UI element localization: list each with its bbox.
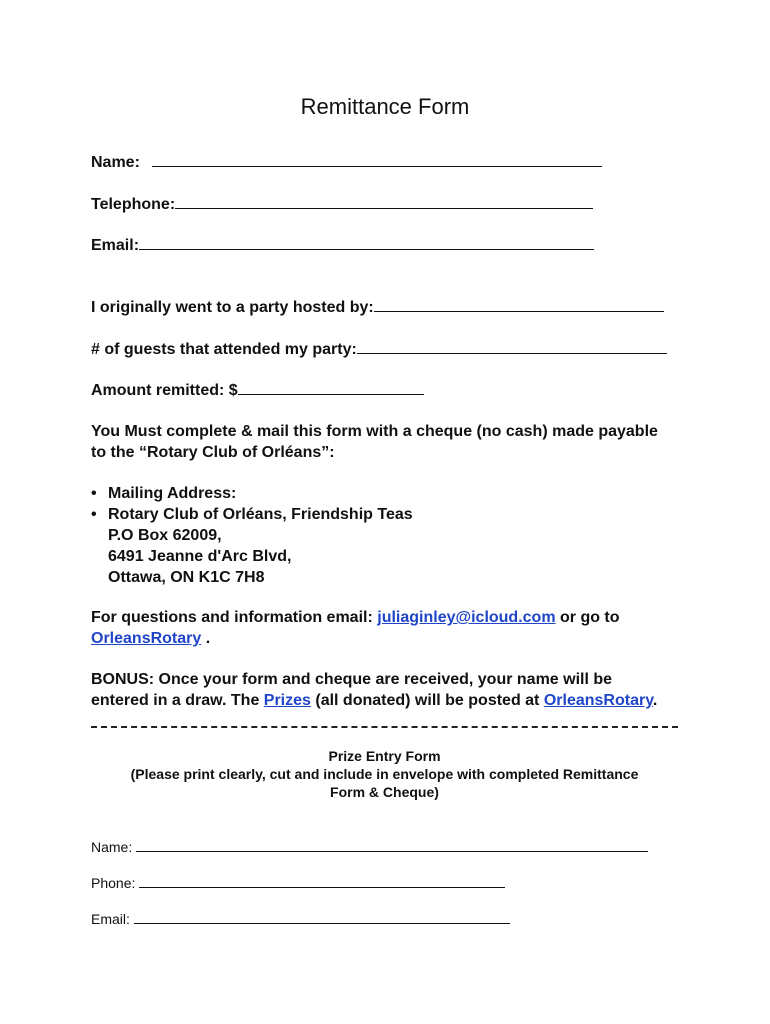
prize-name-label: Name: bbox=[91, 839, 137, 855]
guests-label: # of guests that attended my party: bbox=[91, 341, 357, 358]
telephone-label: Telephone: bbox=[91, 196, 176, 213]
name-input-line[interactable] bbox=[152, 152, 602, 167]
bonus-line-1: BONUS: Once your form and cheque are received, your name will be bbox=[91, 671, 613, 688]
amount-field bbox=[91, 380, 424, 400]
prizes-link[interactable]: Prizes bbox=[263, 692, 311, 709]
telephone-field bbox=[91, 194, 593, 214]
questions-prefix: For questions and information email: bbox=[91, 609, 378, 626]
guests-input-line[interactable] bbox=[357, 339, 667, 354]
questions-paragraph bbox=[91, 607, 620, 649]
bonus-line-2-middle: (all donated) will be posted at bbox=[310, 692, 544, 709]
instructions-paragraph bbox=[91, 421, 658, 463]
list-item bbox=[91, 483, 413, 504]
email-input-line[interactable] bbox=[139, 235, 594, 250]
hosted-by-input-line[interactable] bbox=[374, 297, 664, 312]
instructions-line-2: to the “Rotary Club of Orléans”: bbox=[91, 444, 335, 461]
mailing-address-po-box: P.O Box 62009, bbox=[108, 527, 222, 544]
amount-input-line[interactable] bbox=[238, 380, 424, 395]
prize-phone-field bbox=[91, 875, 505, 891]
bonus-paragraph bbox=[91, 669, 657, 711]
bonus-line-2 bbox=[91, 690, 657, 711]
prize-entry-subtitle-line-2: Form & Cheque) bbox=[330, 784, 439, 800]
prize-name-input-line[interactable] bbox=[136, 839, 648, 852]
email-field bbox=[91, 235, 594, 255]
prize-entry-subtitle-line-1: (Please print clearly, cut and include in envelope with completed Remittance bbox=[130, 766, 639, 782]
questions-line-2 bbox=[91, 628, 620, 649]
guests-field bbox=[91, 339, 667, 359]
prize-phone-input-line[interactable] bbox=[139, 875, 505, 888]
questions-suffix: . bbox=[201, 630, 211, 647]
bullet-icon: • bbox=[91, 485, 97, 502]
list-item bbox=[91, 504, 413, 525]
mailing-address-heading: Mailing Address: bbox=[108, 485, 237, 502]
instructions-line-1: You Must complete & mail this form with a cheque (no cash) made payable bbox=[91, 423, 658, 440]
contact-email-link[interactable]: juliaginley@icloud.com bbox=[377, 609, 556, 626]
prize-email-label: Email: bbox=[91, 911, 134, 927]
hosted-by-label: I originally went to a party hosted by: bbox=[91, 299, 374, 316]
mailing-address-street: 6491 Jeanne d'Arc Blvd, bbox=[108, 548, 292, 565]
bonus-line-2-prefix: entered in a draw. The bbox=[91, 692, 264, 709]
prize-name-field bbox=[91, 839, 648, 855]
mailing-address-list bbox=[91, 483, 413, 588]
orleans-rotary-link[interactable]: OrleansRotary bbox=[91, 630, 202, 647]
email-label: Email: bbox=[91, 237, 140, 254]
page-title: Remittance Form bbox=[300, 94, 470, 119]
prize-email-field bbox=[91, 911, 510, 927]
bonus-line-2-suffix: . bbox=[652, 692, 658, 709]
mailing-address-city: Ottawa, ON K1C 7H8 bbox=[108, 569, 265, 586]
cut-line-divider bbox=[91, 726, 678, 728]
prize-phone-label: Phone: bbox=[91, 875, 140, 891]
name-label: Name: bbox=[91, 154, 140, 171]
questions-middle: or go to bbox=[555, 609, 620, 626]
amount-label: Amount remitted: $ bbox=[91, 382, 238, 399]
prize-entry-subtitle bbox=[91, 765, 678, 801]
name-field bbox=[91, 152, 602, 172]
bullet-icon: • bbox=[91, 506, 97, 523]
telephone-input-line[interactable] bbox=[175, 194, 593, 209]
mailing-address-recipient: Rotary Club of Orléans, Friendship Teas bbox=[108, 506, 413, 523]
prize-entry-title: Prize Entry Form bbox=[328, 748, 441, 764]
prize-email-input-line[interactable] bbox=[134, 911, 510, 924]
orleans-rotary-bonus-link[interactable]: OrleansRotary bbox=[543, 692, 653, 709]
questions-line-1 bbox=[91, 607, 620, 628]
hosted-by-field bbox=[91, 297, 664, 317]
